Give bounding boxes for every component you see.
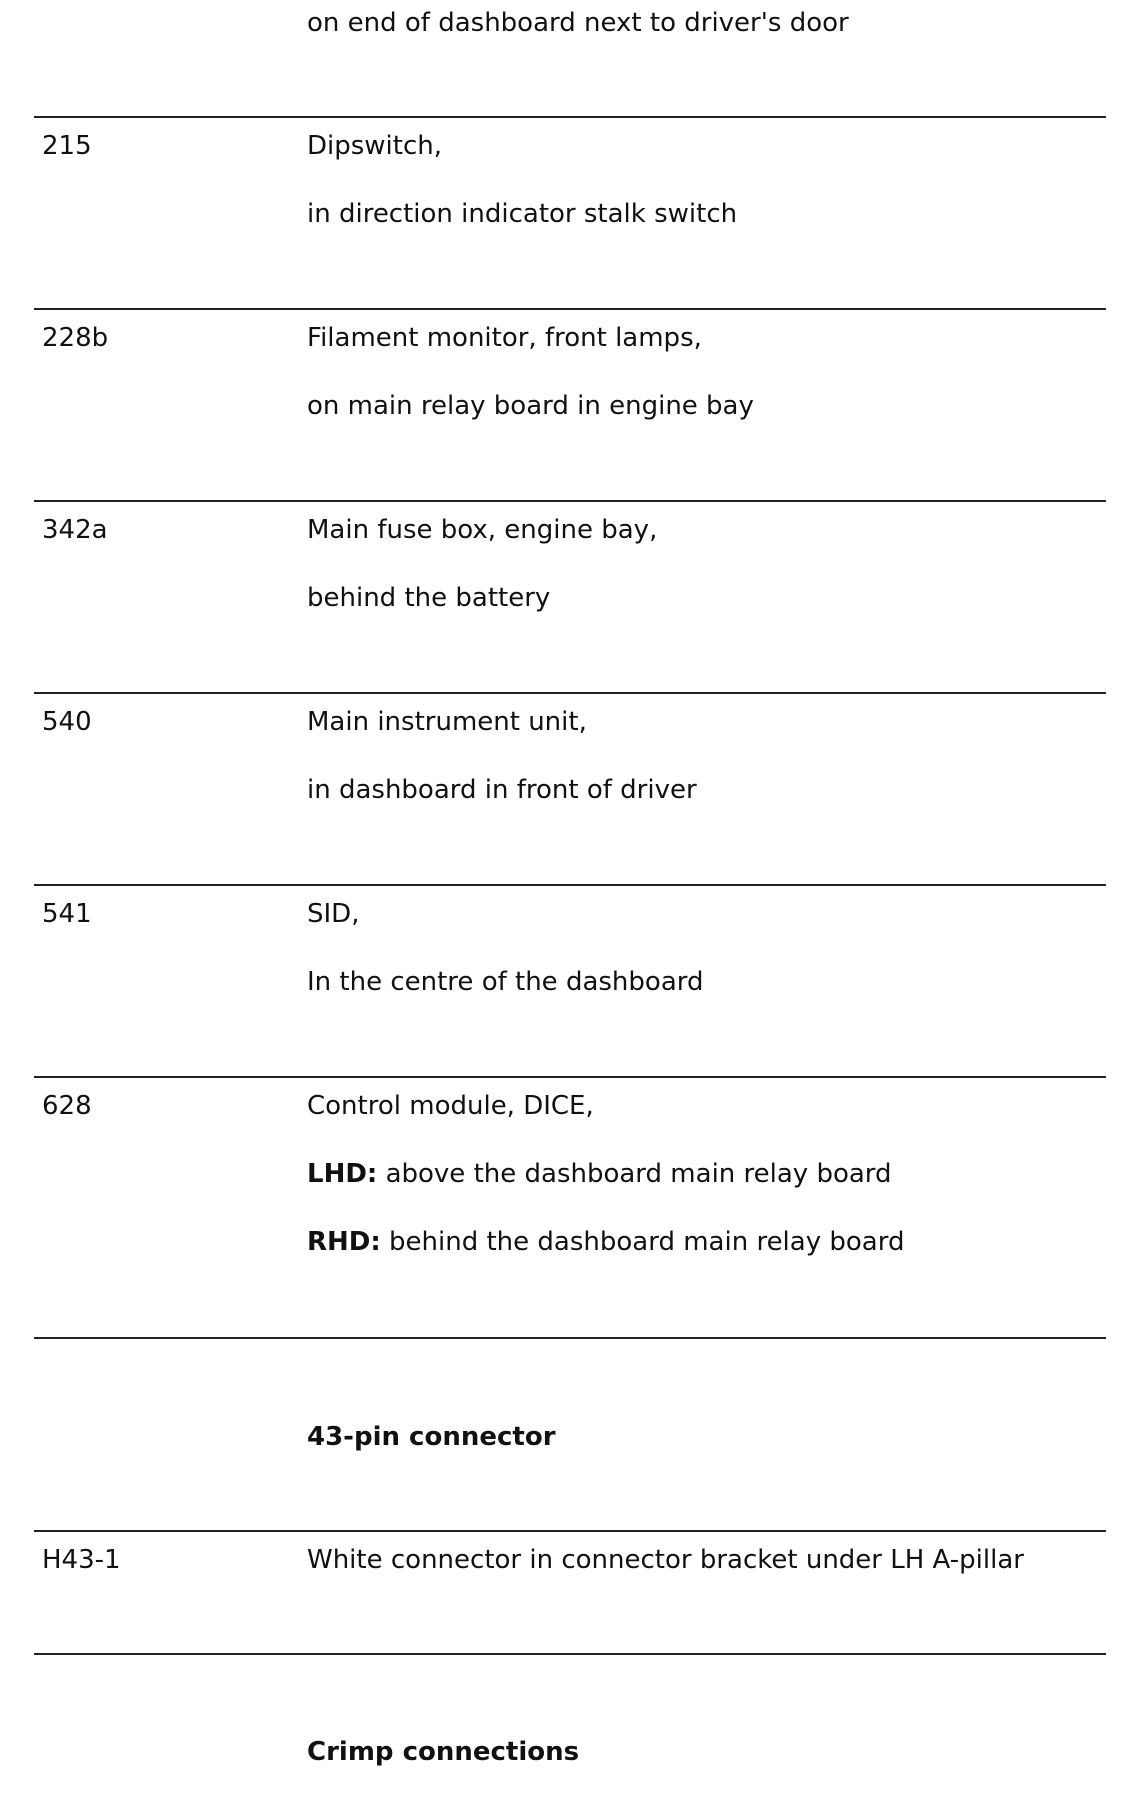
- row-628-line-1: Control module, DICE,: [307, 1091, 594, 1121]
- row-228b-line-1: Filament monitor, front lamps,: [307, 323, 702, 353]
- divider: [34, 692, 1106, 694]
- divider: [34, 116, 1106, 118]
- row-215-line-2: in direction indicator stalk switch: [307, 199, 738, 229]
- rhd-text: behind the dashboard main relay board: [380, 1227, 905, 1257]
- row-h43-1-line-1: White connector in connector bracket under LH A-pillar: [307, 1545, 1024, 1575]
- row-code-541: 541: [42, 899, 92, 929]
- lhd-text: above the dashboard main relay board: [377, 1159, 892, 1189]
- row-342a-line-2: behind the battery: [307, 583, 551, 613]
- intro-line: on end of dashboard next to driver's door: [307, 8, 849, 38]
- row-628-rhd-line: [307, 1229, 904, 1255]
- row-228b-line-2: on main relay board in engine bay: [307, 391, 754, 421]
- rhd-label: RHD:: [307, 1227, 381, 1257]
- row-540-line-1: Main instrument unit,: [307, 707, 587, 737]
- lhd-label: LHD:: [307, 1159, 378, 1189]
- section-title-43-pin: 43-pin connector: [307, 1422, 556, 1452]
- divider: [34, 1076, 1106, 1078]
- row-code-540: 540: [42, 707, 92, 737]
- divider: [34, 500, 1106, 502]
- divider: [34, 1337, 1106, 1339]
- row-541-line-2: In the centre of the dashboard: [307, 967, 704, 997]
- row-code-628: 628: [42, 1091, 92, 1121]
- row-541-line-1: SID,: [307, 899, 360, 929]
- divider: [34, 308, 1106, 310]
- row-628-lhd-line: [307, 1161, 892, 1187]
- row-342a-line-1: Main fuse box, engine bay,: [307, 515, 658, 545]
- row-540-line-2: in dashboard in front of driver: [307, 775, 697, 805]
- divider: [34, 1653, 1106, 1655]
- section-title-crimp: Crimp connections: [307, 1737, 580, 1767]
- row-code-342a: 342a: [42, 515, 108, 545]
- row-code-215: 215: [42, 131, 92, 161]
- divider: [34, 1530, 1106, 1532]
- row-code-h43-1: H43-1: [42, 1545, 121, 1575]
- row-code-228b: 228b: [42, 323, 109, 353]
- divider: [34, 884, 1106, 886]
- row-215-line-1: Dipswitch,: [307, 131, 443, 161]
